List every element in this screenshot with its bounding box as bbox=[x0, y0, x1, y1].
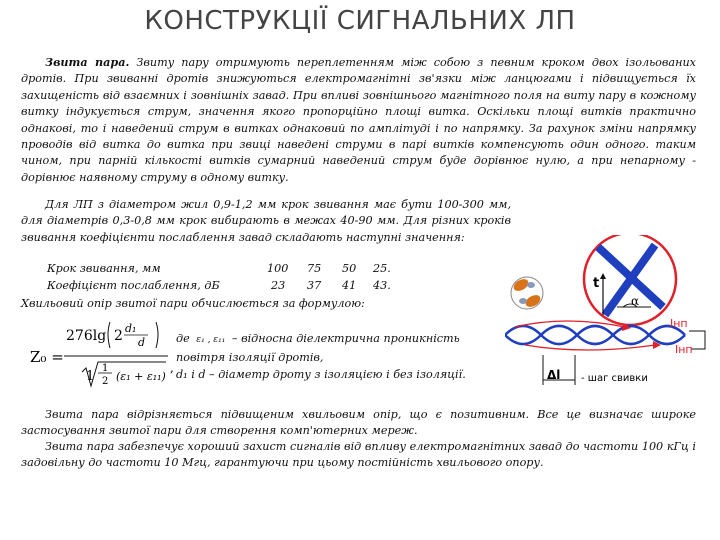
formula-comma: , bbox=[170, 361, 174, 375]
formula-z0: Z₀ = bbox=[30, 348, 64, 366]
label-inp: Iнп bbox=[670, 317, 688, 330]
intro-paragraph bbox=[21, 54, 696, 186]
table-cell: 25. bbox=[373, 262, 391, 275]
formula-d: d bbox=[138, 336, 146, 349]
svg-text:1: 1 bbox=[102, 363, 109, 374]
table-cell: 23 bbox=[271, 279, 286, 292]
twisted-pair-illustration bbox=[505, 235, 720, 395]
lay-paragraph: Для ЛП з діаметром жил 0,9-1,2 мм крок звивання має бути 100-300 мм, для діаметрів 0,3-0,8 мм крок вибирають в межах 40-90 мм. Для різних кроків звивання коефіцієнти послаблення завад складають наступні значення: bbox=[21, 198, 511, 244]
table-row-step bbox=[21, 262, 501, 278]
label-twist-step: - шаг свивки bbox=[581, 373, 648, 384]
table-cell: 37 bbox=[307, 279, 322, 292]
closing-paragraph-2: Звита пара забезпечує хороший захист сигналів від впливу електромагнітних завад до частоти 100 кГц і задовільну до частоти 10 Мгц, гарантуючи при цьому постійність хвильового опору. bbox=[21, 440, 696, 470]
label-delta-l: Δl bbox=[547, 368, 561, 382]
table-row-attenuation bbox=[21, 279, 501, 295]
formula-numerator-coef: 276lg bbox=[66, 328, 107, 344]
formula-den-one: 1 bbox=[86, 369, 95, 384]
impedance-intro: Хвильовий опір звитої пари обчислюється за формулою: bbox=[21, 297, 365, 310]
table-cell: 75 bbox=[307, 262, 322, 275]
closing-paragraph-1: Звита пара відрізняється підвищеним хвильовим опір, що є позитивним. Все це визначає широке застосування звитої пари для створення комп'ютерних мереж. bbox=[21, 408, 696, 438]
table-cell: 41 bbox=[342, 279, 357, 292]
intro-term: Звита пара. bbox=[45, 55, 130, 69]
formula-explanation bbox=[176, 330, 496, 383]
explanation-eps: ε₁ , ε₁₁ bbox=[196, 335, 226, 345]
label-inn: Iнп bbox=[675, 343, 693, 356]
twisted-wires bbox=[505, 326, 685, 344]
table-row-step-label: Крок звивання, мм bbox=[47, 262, 161, 275]
table-cell: 43. bbox=[373, 279, 391, 292]
formula-sqrt-content: (ε₁ + ε₁₁) bbox=[116, 370, 166, 383]
formula-two: 2 bbox=[114, 328, 123, 344]
explanation-line-2: повітря ізоляції дротів, bbox=[176, 351, 324, 364]
table-cell: 100 bbox=[267, 262, 289, 275]
svg-text:2: 2 bbox=[102, 376, 109, 387]
label-t: t bbox=[593, 276, 600, 291]
explanation-line-1: де ε₁ , ε₁₁ – відносна діелектрична проникність bbox=[176, 332, 460, 345]
table-row-attenuation-label: Коефіцієнт послаблення, дБ bbox=[47, 279, 220, 292]
table-cell: 50 bbox=[342, 262, 357, 275]
slide-title: КОНСТРУКЦІЇ СИГНАЛЬНИХ ЛП bbox=[144, 6, 576, 36]
label-alpha: α bbox=[631, 294, 640, 308]
formula-d1: d₁ bbox=[125, 322, 137, 335]
impedance-formula bbox=[28, 310, 178, 390]
pellets-icon bbox=[511, 277, 543, 310]
explanation-line-3: d₁ і d – діаметр дроту з ізоляцією і без ізоляції. bbox=[176, 368, 466, 381]
intro-text: Звиту пару отримують переплетенням між собою з певним кроком двох ізольованих дротів. При звиванні дротів знижуються електромагнітні зв'язки між ланцюгами і підвищується їх захищеність від взаємних і зовнішніх завад. При впливі зовнішнього магнітного поля на виту пару в кожному витку індукується струм, значення якого пропорційно площі витка. Оскільки площі витків практично однакові, то і наведений струм в витках однаковий по амплітуді і по напрямку. За рахунок зміни напрямку проводів від витка до витка при звиці наведені струми в парі витків компенсують один одного. таким чином, при парній кількості витків сумарний наведений струм буде дорівнює нулю, а при непарному - дорівнює наявному струму в одному витку. bbox=[21, 56, 696, 184]
